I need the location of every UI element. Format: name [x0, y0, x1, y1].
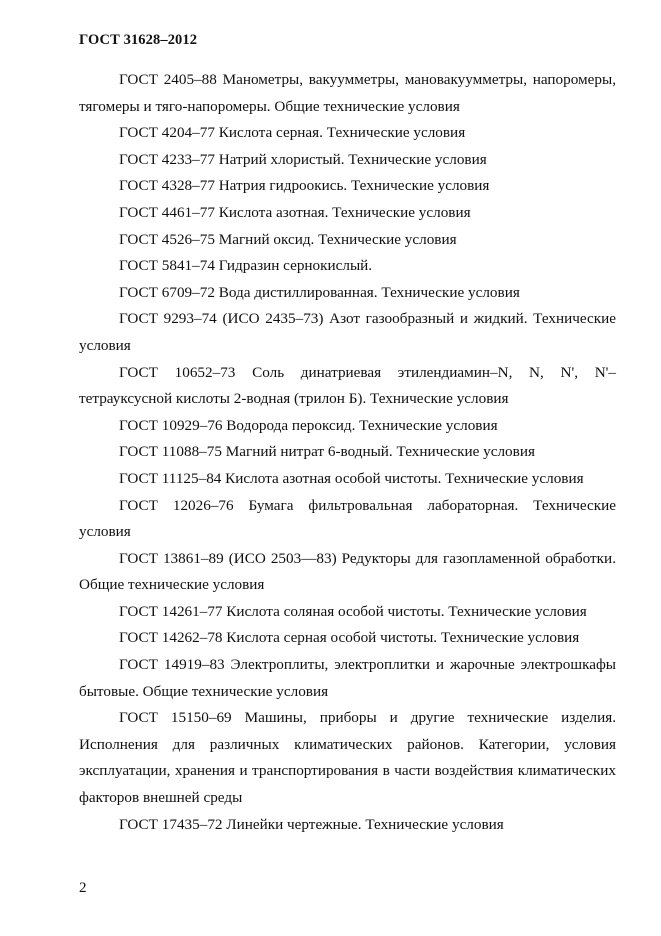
reference-entry: ГОСТ 4233–77 Натрий хлористый. Технические условия [119, 150, 487, 168]
reference-entry: ГОСТ 4461–77 Кислота азотная. Технические условия [119, 203, 471, 221]
reference-entry: ГОСТ 12026–76 Бумага фильтровальная лабораторная. Технические условия [79, 496, 616, 541]
reference-list [79, 67, 616, 838]
reference-entry: ГОСТ 11088–75 Магний нитрат 6-водный. Технические условия [119, 443, 535, 461]
reference-entry: ГОСТ 14919–83 Электроплиты, электроплитки и жарочные электрошкафы бытовые. Общие технические условия [79, 656, 616, 700]
reference-entry: ГОСТ 15150–69 Машины, приборы и другие технические изделия. Исполнения для различных климатических районов. Категории, условия эксплуатации, хранения и транспортирования в части воздействия климатических факторов внешней среды [79, 709, 616, 807]
reference-entry: ГОСТ 9293–74 (ИСО 2435–73) Азот газообразный и жидкий. Технические условия [79, 310, 616, 354]
reference-entry: ГОСТ 17435–72 Линейки чертежные. Технические условия [119, 815, 504, 833]
reference-entry: ГОСТ 10929–76 Водорода пероксид. Технические условия [119, 416, 498, 434]
document-header: ГОСТ 31628–2012 [79, 32, 198, 48]
reference-entry: ГОСТ 11125–84 Кислота азотная особой чистоты. Технические условия [119, 469, 584, 487]
reference-entry: ГОСТ 6709–72 Вода дистиллированная. Технические условия [119, 283, 520, 301]
reference-entry: ГОСТ 4328–77 Натрия гидроокись. Технические условия [119, 177, 490, 195]
reference-entry: ГОСТ 13861–89 (ИСО 2503—83) Редукторы для газопламенной обработки. Общие технические условия [79, 549, 616, 594]
reference-entry: ГОСТ 2405–88 Манометры, вакуумметры, мановакуумметры, напоромеры, тягомеры и тяго-напоромеры. Общие технические условия [79, 71, 616, 115]
reference-entry: ГОСТ 4204–77 Кислота серная. Технические условия [119, 124, 466, 142]
reference-entry: ГОСТ 14261–77 Кислота соляная особой чистоты. Технические условия [119, 602, 587, 620]
reference-entry: ГОСТ 4526–75 Магний оксид. Технические условия [119, 230, 457, 248]
reference-entry: ГОСТ 10652–73 Соль динатриевая этилендиамин–N, N, N', N'–тетрауксусной кислоты 2-водная (трилон Б). Технические условия [79, 363, 616, 408]
page-number: 2 [79, 880, 87, 896]
reference-entry: ГОСТ 5841–74 Гидразин сернокислый. [119, 257, 373, 275]
reference-entry: ГОСТ 14262–78 Кислота серная особой чистоты. Технические условия [119, 629, 580, 647]
